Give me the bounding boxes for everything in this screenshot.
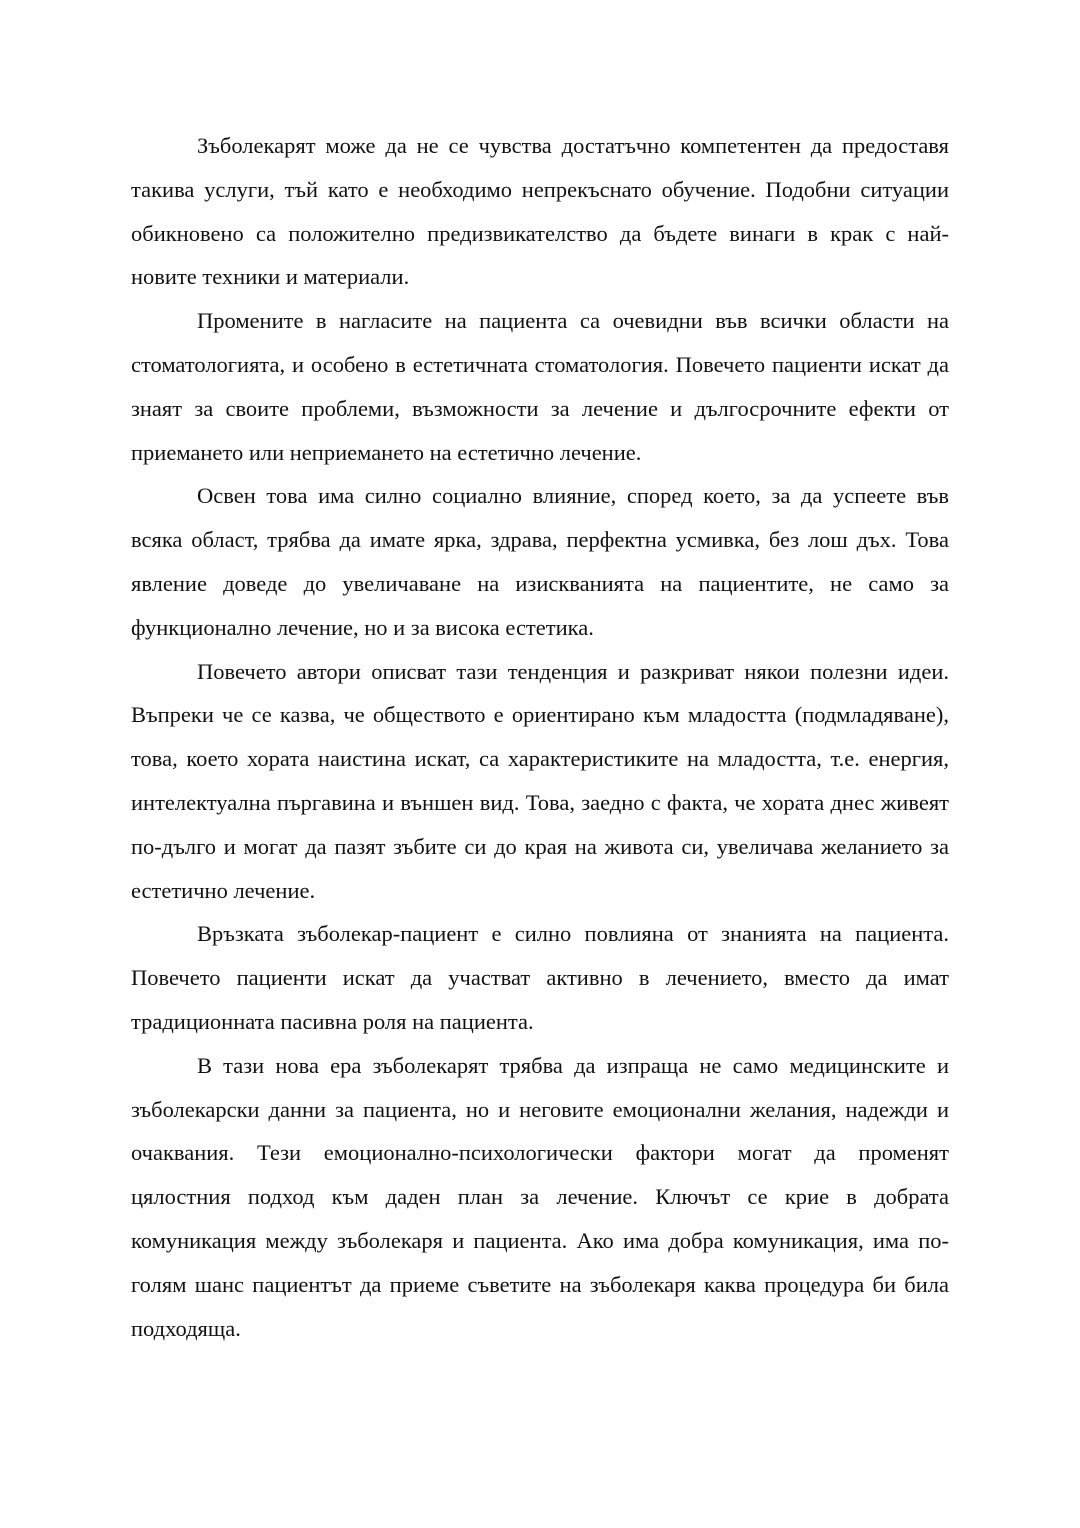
paragraph-6: В тази нова ера зъболекарят трябва да изпраща не само медицинските и зъболекарски данни за пациента, но и неговите емоционални желания, надежди и очаквания. Тези емоционално-психологически фактори могат да променят цялостния подход към даден план за лечение. Ключът се крие в добрата комуникация между зъболекаря и пациента. Ако има добра комуникация, има по-голям шанс пациентът да приеме съветите на зъболекаря каква процедура би била подходяща. [131, 1052, 949, 1341]
paragraph-3: Освен това има силно социално влияние, според което, за да успеете във всяка област, трябва да имате ярка, здрава, перфектна усмивка, без лош дъх. Това явление доведе до увеличаване на изискванията на пациентите, не само за функционално лечение, но и за висока естетика. [131, 483, 949, 640]
paragraph-4: Повечето автори описват тази тенденция и разкриват някои полезни идеи. Въпреки че се казва, че обществото е ориентирано към младостта (подмладяване), това, което хората наистина искат, са характеристиките на младостта, т.е. енергия, интелектуална пъргавина и външен вид. Това, заедно с факта, че хората днес живеят по-дълго и могат да пазят зъбите си до края на живота си, увеличава желанието за естетично лечение. [131, 658, 949, 903]
document-page [131, 124, 949, 1350]
paragraph-1: Зъболекарят може да не се чувства достатъчно компетентен да предоставя такива услуги, тъй като е необходимо непрекъснато обучение. Подобни ситуации обикновено са положително предизвикателство да бъдете винаги в крак с най-новите техники и материали. [131, 133, 949, 290]
paragraph-5: Връзката зъболекар-пациент е силно повлияна от знанията на пациента. Повечето пациенти искат да участват активно в лечението, вместо да имат традиционната пасивна роля на пациента. [131, 921, 949, 1034]
paragraph-2: Промените в нагласите на пациента са очевидни във всички области на стоматологията, и особено в естетичната стоматология. Повечето пациенти искат да знаят за своите проблеми, възможности за лечение и дългосрочните ефекти от приемането или неприемането на естетично лечение. [131, 308, 949, 465]
